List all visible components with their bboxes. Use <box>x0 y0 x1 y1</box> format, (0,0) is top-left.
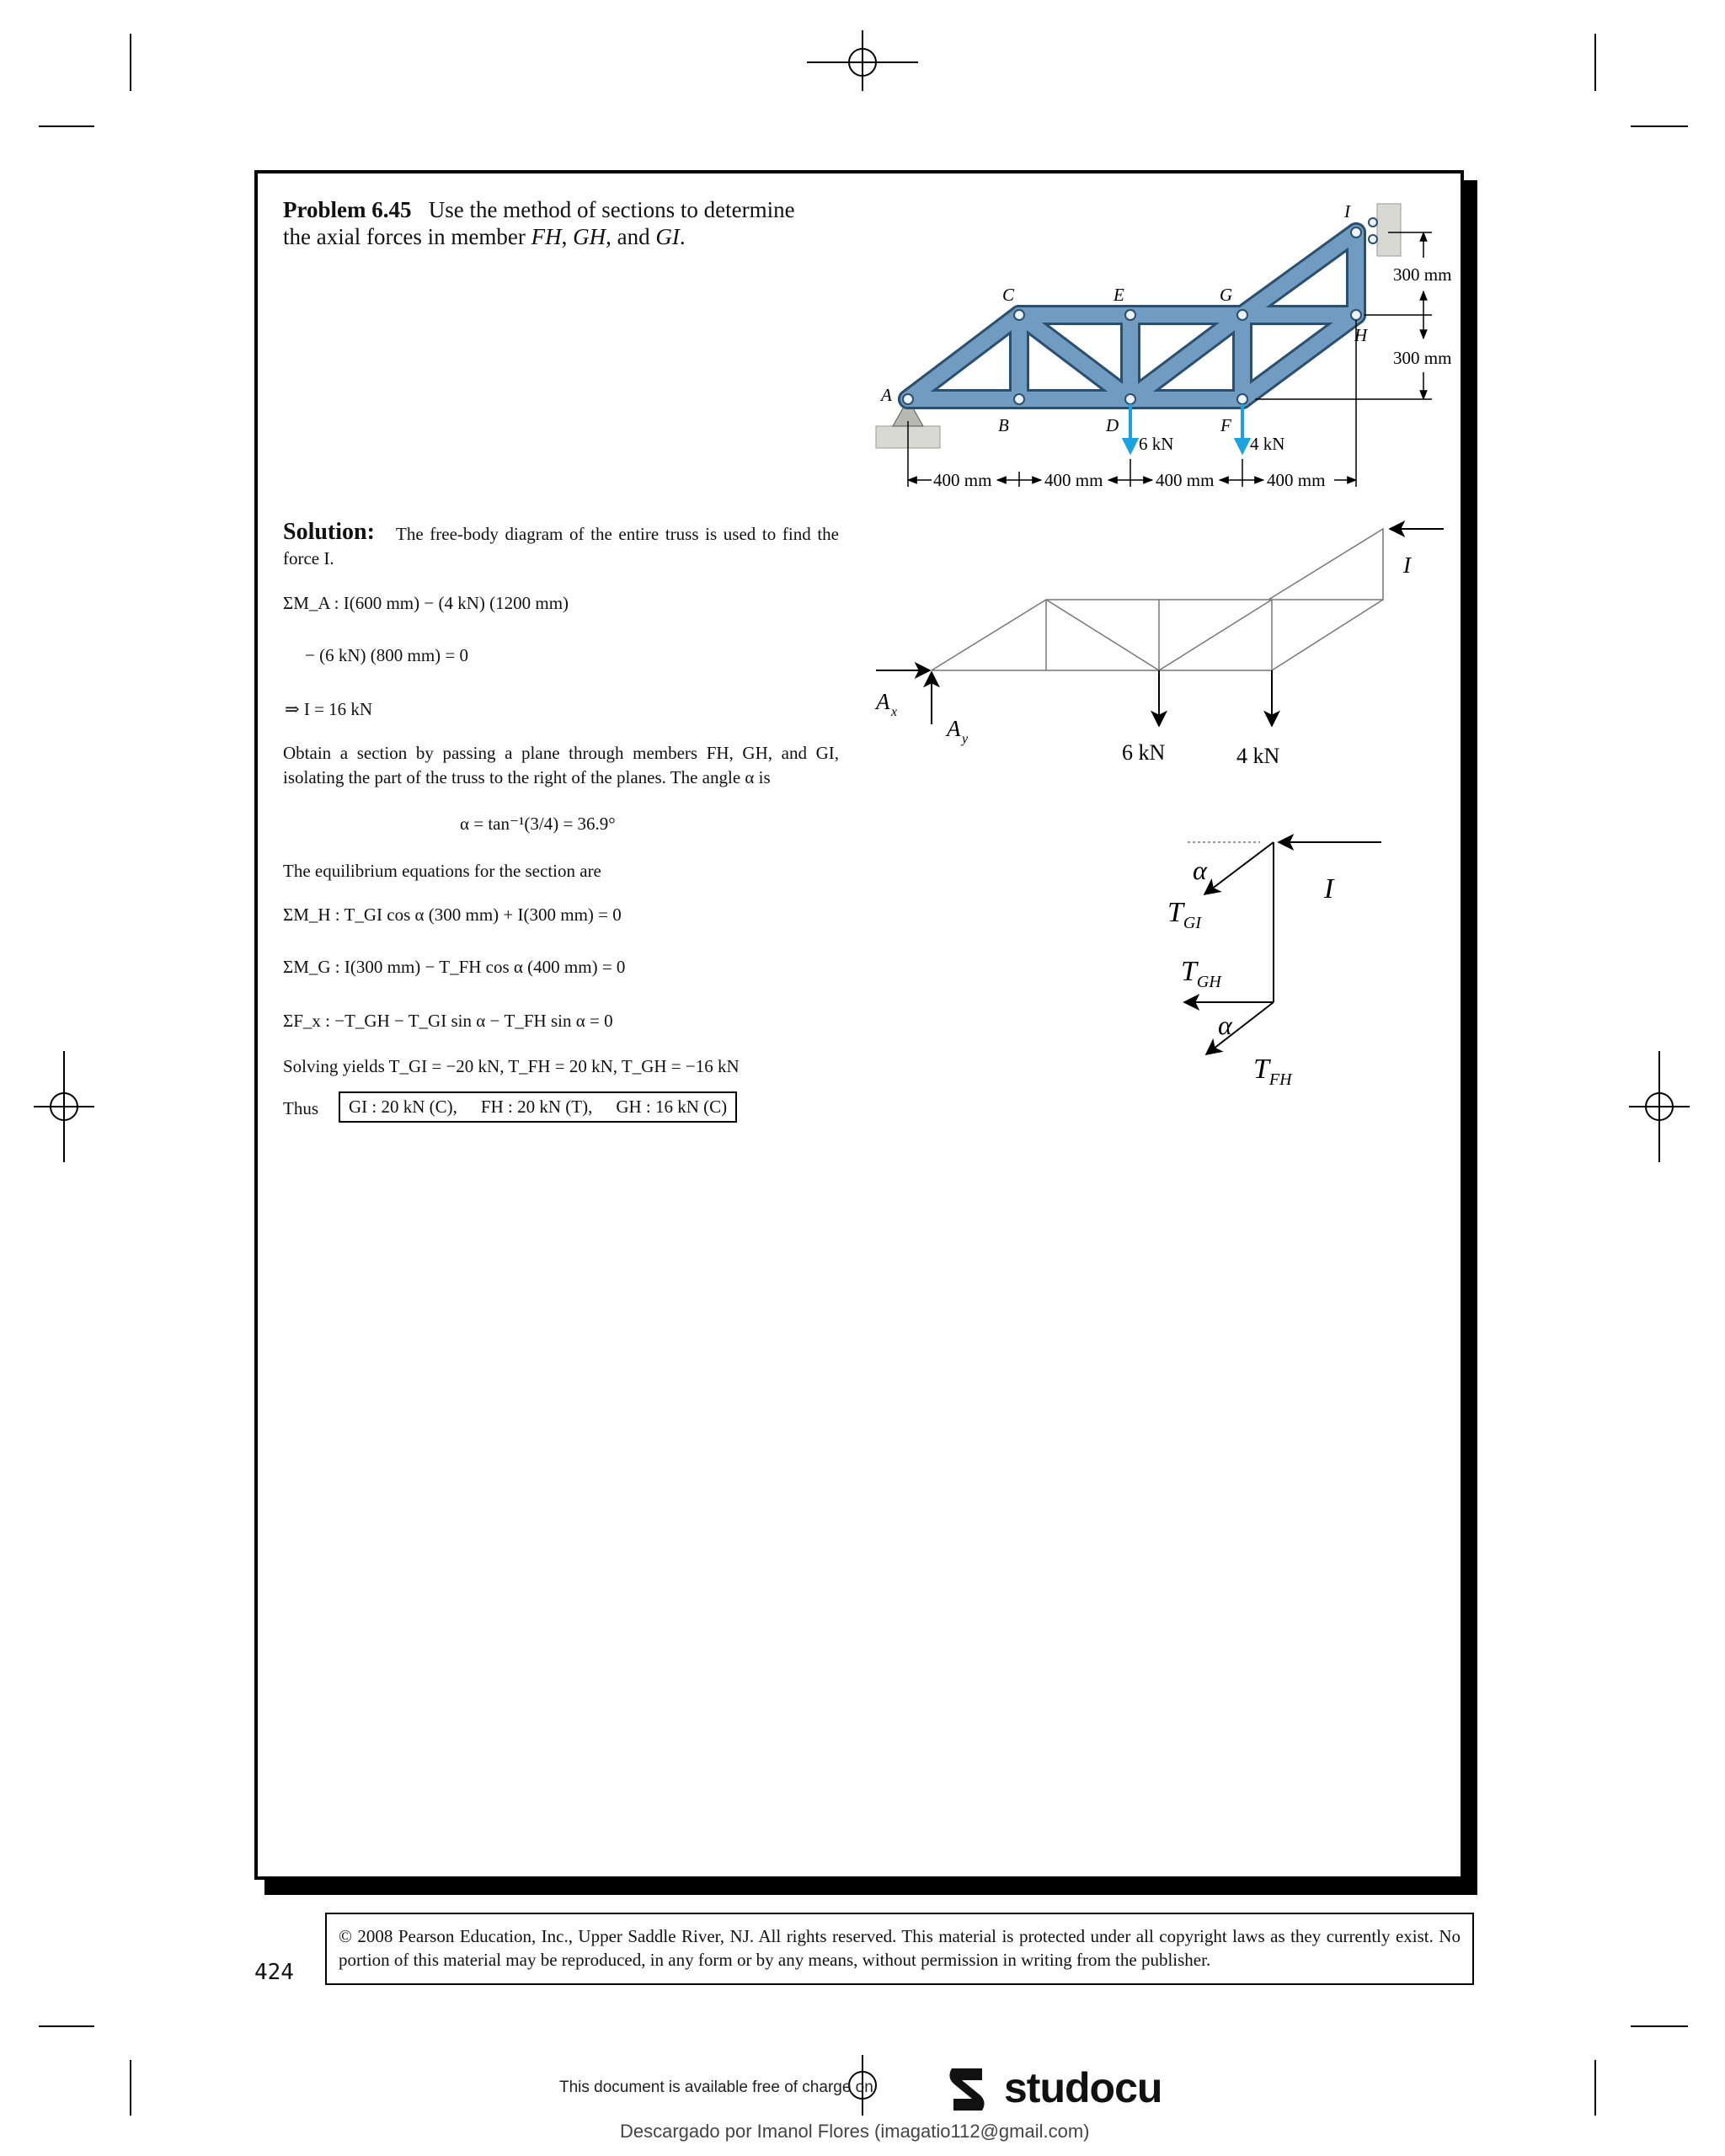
dim-label-v1: 300 mm <box>1393 264 1452 285</box>
joint-label-c: C <box>1002 285 1015 305</box>
eq-moment-h: ΣM_H : T_GI cos α (300 mm) + I(300 mm) = 0 <box>283 905 622 925</box>
answer-gi: GI : 20 kN (C), <box>349 1097 457 1117</box>
joint-label-g: G <box>1220 285 1233 305</box>
fbd1-label-ax-sub: x <box>891 705 898 719</box>
dim-label-v2: 300 mm <box>1393 348 1452 368</box>
alpha-equation: α = tan⁻¹(3/4) = 36.9° <box>460 814 616 834</box>
fbd1-label-i: I <box>1403 552 1411 578</box>
fbd1-label-ay-sub: y <box>962 732 969 746</box>
downloaded-by: Descargado por Imanol Flores (imagatio112@gmail.com) <box>620 2121 1090 2142</box>
eq-force-x: ΣF_x : −T_GH − T_GI sin α − T_FH sin α = 0 <box>283 1011 613 1031</box>
joint-label-i: I <box>1344 201 1350 221</box>
availability-text: This document is available free of charge on <box>559 2079 873 2096</box>
dim-label-3: 400 mm <box>1156 470 1215 490</box>
dim-label-4: 400 mm <box>1267 470 1326 490</box>
eq-moment-g: ΣM_G : I(300 mm) − T_FH cos α (400 mm) = 0 <box>283 957 626 977</box>
fbd2-tgi: $T_{GI}$ <box>1167 897 1202 932</box>
copyright-notice: © 2008 Pearson Education, Inc., Upper Saddle River, NJ. All rights reserved. This material is protected under all copyright laws as they currently exist. No portion of this material may be reproduced, in any form or by any means, without permission in writing from the publisher. <box>325 1913 1474 1985</box>
solving-yields: Solving yields T_GI = −20 kN, T_FH = 20 kN, T_GH = −16 kN <box>283 1056 740 1076</box>
load-label-4kn: 4 kN <box>1250 434 1285 454</box>
joint-label-e: E <box>1114 285 1124 305</box>
answer-gh: GH : 16 kN (C) <box>616 1097 728 1117</box>
solution-heading: Solution: <box>283 519 375 545</box>
fbd1-label-ay: A <box>947 716 961 741</box>
problem-prompt-line2: the axial forces in member FH, GH, and GI. <box>283 224 686 249</box>
eq-moment-a-line2: − (6 kN) (800 mm) = 0 <box>305 645 468 665</box>
joint-label-a: A <box>881 385 892 405</box>
thus-label: Thus <box>283 1098 318 1118</box>
answer-fh: FH : 20 kN (T), <box>480 1097 593 1117</box>
joint-label-d: D <box>1106 415 1119 435</box>
fbd2-alpha-bottom: α <box>1218 1010 1232 1040</box>
fbd1-label-ax: A <box>876 689 890 714</box>
fbd2-tgh: $T_{GH}$ <box>1181 956 1221 991</box>
fbd2-alpha-top: α <box>1193 855 1207 885</box>
fbd1-load-4kn: 4 kN <box>1236 744 1280 768</box>
dim-label-1: 400 mm <box>933 470 992 490</box>
fbd1-load-6kn: 6 kN <box>1122 740 1166 765</box>
studocu-logo-icon <box>940 2062 996 2117</box>
studocu-brand[interactable]: studocu <box>1004 2064 1162 2111</box>
joint-label-f: F <box>1220 415 1231 435</box>
solution-intro: The free-body diagram of the entire truss is used to find the force I. <box>283 524 839 568</box>
joint-label-b: B <box>998 415 1009 435</box>
answer-box <box>339 1091 737 1123</box>
problem-title: Problem 6.45 Use the method of sections to determine <box>283 197 795 222</box>
dim-label-2: 400 mm <box>1044 470 1103 490</box>
fbd2-label-i: I <box>1324 873 1334 905</box>
fbd2-tfh: $T_{FH}$ <box>1253 1054 1292 1089</box>
load-label-6kn: 6 kN <box>1139 434 1174 454</box>
equilibrium-intro: The equilibrium equations for the section are <box>283 861 601 881</box>
result-i: ⇒ I = 16 kN <box>285 699 373 719</box>
section-text: Obtain a section by passing a plane through members FH, GH, and GI, isolating the part of the truss to the right of the planes. The angle α is <box>283 743 839 787</box>
fbd2-force-arrows <box>1184 842 1381 1054</box>
page-number: 424 <box>254 1960 294 1985</box>
joint-label-h: H <box>1354 325 1368 345</box>
eq-moment-a-line1: ΣM_A : I(600 mm) − (4 kN) (1200 mm) <box>283 593 569 613</box>
